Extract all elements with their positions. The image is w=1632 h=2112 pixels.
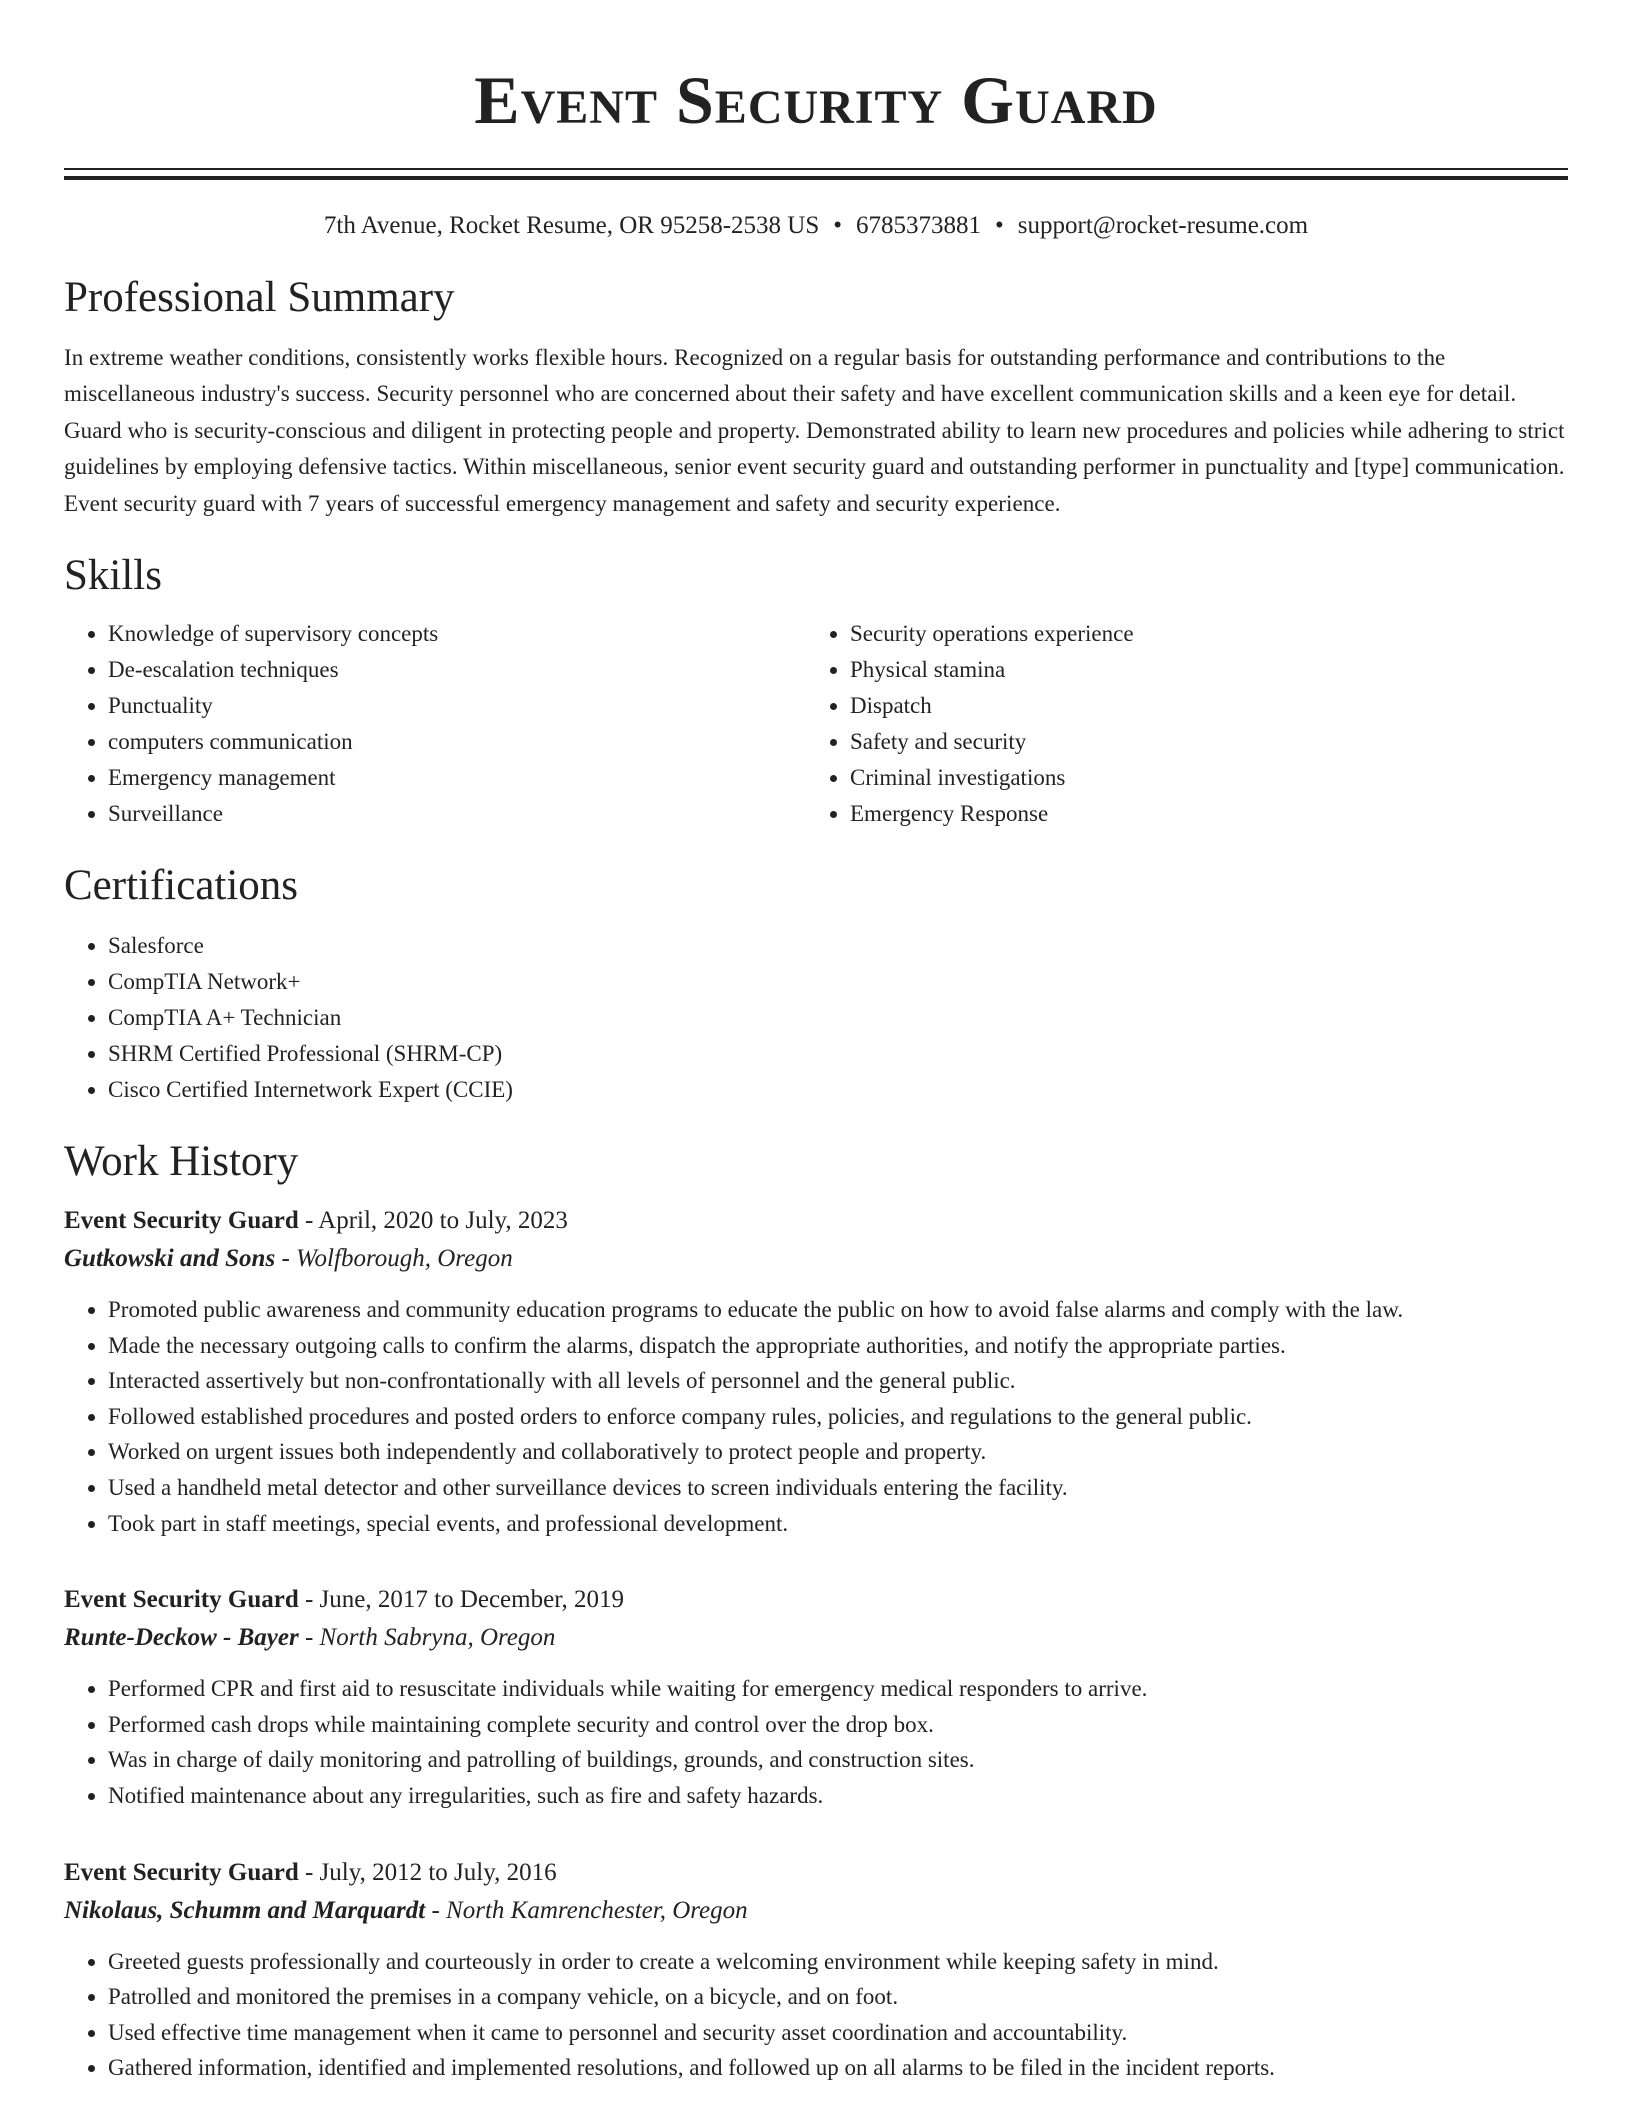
job-dates: - April, 2020 to July, 2023 — [298, 1207, 568, 1235]
job-company: Nikolaus, Schumm and Marquardt — [64, 1896, 426, 1924]
job-company-line — [64, 1619, 1568, 1657]
job-company: Gutkowski and Sons — [64, 1245, 276, 1273]
job-bullet: • Promoted public awareness and community education programs to educate the public on how to avoid false alarms and comply with the law. — [108, 1292, 1568, 1328]
job-bullet: • Greeted guests professionally and courteously in order to create a welcoming environment while keeping safety in mind. — [108, 1944, 1568, 1980]
job-dates: - July, 2012 to July, 2016 — [298, 1858, 557, 1886]
skill-item: • De-escalation techniques — [108, 652, 806, 688]
resume-title: Event Security Guard — [474, 62, 1158, 138]
skill-item: • Dispatch — [850, 688, 1550, 724]
job-bullets — [64, 1671, 1568, 1813]
job-company: Runte-Deckow - Bayer — [64, 1624, 299, 1652]
skill-item: • Criminal investigations — [850, 760, 1550, 796]
job-bullet: • Took part in staff meetings, special events, and professional development. — [108, 1506, 1568, 1542]
job-bullet: • Made the necessary outgoing calls to confirm the alarms, dispatch the appropriate authorities, and notify the appropriate parties. — [108, 1328, 1568, 1364]
job-bullet: • Performed CPR and first aid to resuscitate individuals while waiting for emergency medical responders to arrive. — [108, 1671, 1568, 1707]
contact-separator: • — [995, 212, 1004, 239]
job-title-line — [64, 1854, 1568, 1892]
certifications-heading: Certifications — [64, 862, 299, 910]
skill-item: • Surveillance — [108, 796, 806, 832]
job-entry — [64, 1854, 1568, 2086]
job-title-line — [64, 1202, 1568, 1240]
skill-item: • Physical stamina — [850, 652, 1550, 688]
job-bullet: • Worked on urgent issues both independently and collaboratively to protect people and property. — [108, 1434, 1568, 1470]
job-title: Event Security Guard — [64, 1586, 299, 1614]
certification-item: • Salesforce — [108, 928, 1568, 964]
contact-line — [64, 210, 1568, 242]
job-company-line — [64, 1240, 1568, 1278]
skill-item: • Security operations experience — [850, 616, 1550, 652]
summary-heading: Professional Summary — [64, 274, 455, 321]
job-bullet: • Followed established procedures and posted orders to enforce company rules, policies, and regulations to the general public. — [108, 1399, 1568, 1435]
job-entry — [64, 1202, 1568, 1541]
job-title: Event Security Guard — [64, 1858, 299, 1886]
title-divider — [64, 168, 1568, 180]
job-bullet: • Interacted assertively but non-confrontationally with all levels of personnel and the general public. — [108, 1363, 1568, 1399]
contact-email: support@rocket-resume.com — [1017, 212, 1309, 239]
job-bullet: • Used effective time management when it came to personnel and security asset coordination and accountability. — [108, 2015, 1568, 2051]
job-dates: - June, 2017 to December, 2019 — [298, 1586, 625, 1614]
work-history-heading: Work History — [64, 1138, 299, 1186]
resume-page — [64, 0, 1568, 2086]
job-bullets — [64, 1292, 1568, 1541]
job-title-line — [64, 1581, 1568, 1619]
contact-phone: 6785373881 — [856, 212, 982, 239]
skill-item: • Safety and security — [850, 724, 1550, 760]
job-location: - North Kamrenchester, Oregon — [425, 1896, 748, 1924]
job-entry — [64, 1581, 1568, 1813]
job-bullet: • Used a handheld metal detector and other surveillance devices to screen individuals entering the facility. — [108, 1470, 1568, 1506]
job-bullet: • Was in charge of daily monitoring and patrolling of buildings, grounds, and construction sites. — [108, 1742, 1568, 1778]
job-company-line — [64, 1892, 1568, 1930]
skill-item: • Emergency management — [108, 760, 806, 796]
skills-heading: Skills — [64, 552, 162, 600]
certifications-list — [64, 928, 1568, 1108]
job-bullets — [64, 1944, 1568, 2086]
certification-item: • CompTIA A+ Technician — [108, 1000, 1568, 1036]
skills-list — [64, 616, 1568, 832]
certification-item: • Cisco Certified Internetwork Expert (CCIE) — [108, 1072, 1568, 1108]
skill-item: • computers communication — [108, 724, 806, 760]
contact-separator: • — [833, 212, 843, 239]
job-bullet: • Performed cash drops while maintaining complete security and control over the drop box. — [108, 1707, 1568, 1743]
skill-item: • Emergency Response — [850, 796, 1550, 832]
job-title: Event Security Guard — [64, 1207, 299, 1235]
job-bullet: • Gathered information, identified and implemented resolutions, and followed up on all alarms to be filed in the incident reports. — [108, 2050, 1568, 2086]
skills-column-left — [64, 616, 806, 832]
skill-item: • Punctuality — [108, 688, 806, 724]
summary-text: In extreme weather conditions, consistently works flexible hours. Recognized on a regular basis for outstanding performance and contributions to the miscellaneous industry's success. Security personnel who are concerned about their safety and have excellent communication skills and a keen eye for detail. Guard who is security-conscious and diligent in protecting people and property. Demonstrated ability to learn new procedures and policies while adhering to strict guidelines by employing defensive tactics. Within miscellaneous, senior event security guard and outstanding performer in punctuality and [type] communication. Event security guard with 7 years of successful emergency management and safety and security experience. — [64, 345, 1565, 516]
skills-column-right — [806, 616, 1550, 832]
job-location: - North Sabryna, Oregon — [298, 1624, 556, 1652]
certification-item: • SHRM Certified Professional (SHRM-CP) — [108, 1036, 1568, 1072]
job-bullet: • Patrolled and monitored the premises in a company vehicle, on a bicycle, and on foot. — [108, 1979, 1568, 2015]
skill-item: • Knowledge of supervisory concepts — [108, 616, 806, 652]
certification-item: • CompTIA Network+ — [108, 964, 1568, 1000]
contact-address: 7th Avenue, Rocket Resume, OR 95258-2538 US — [323, 212, 820, 239]
job-bullet: • Notified maintenance about any irregularities, such as fire and safety hazards. — [108, 1778, 1568, 1814]
job-location: - Wolfborough, Oregon — [275, 1245, 513, 1273]
